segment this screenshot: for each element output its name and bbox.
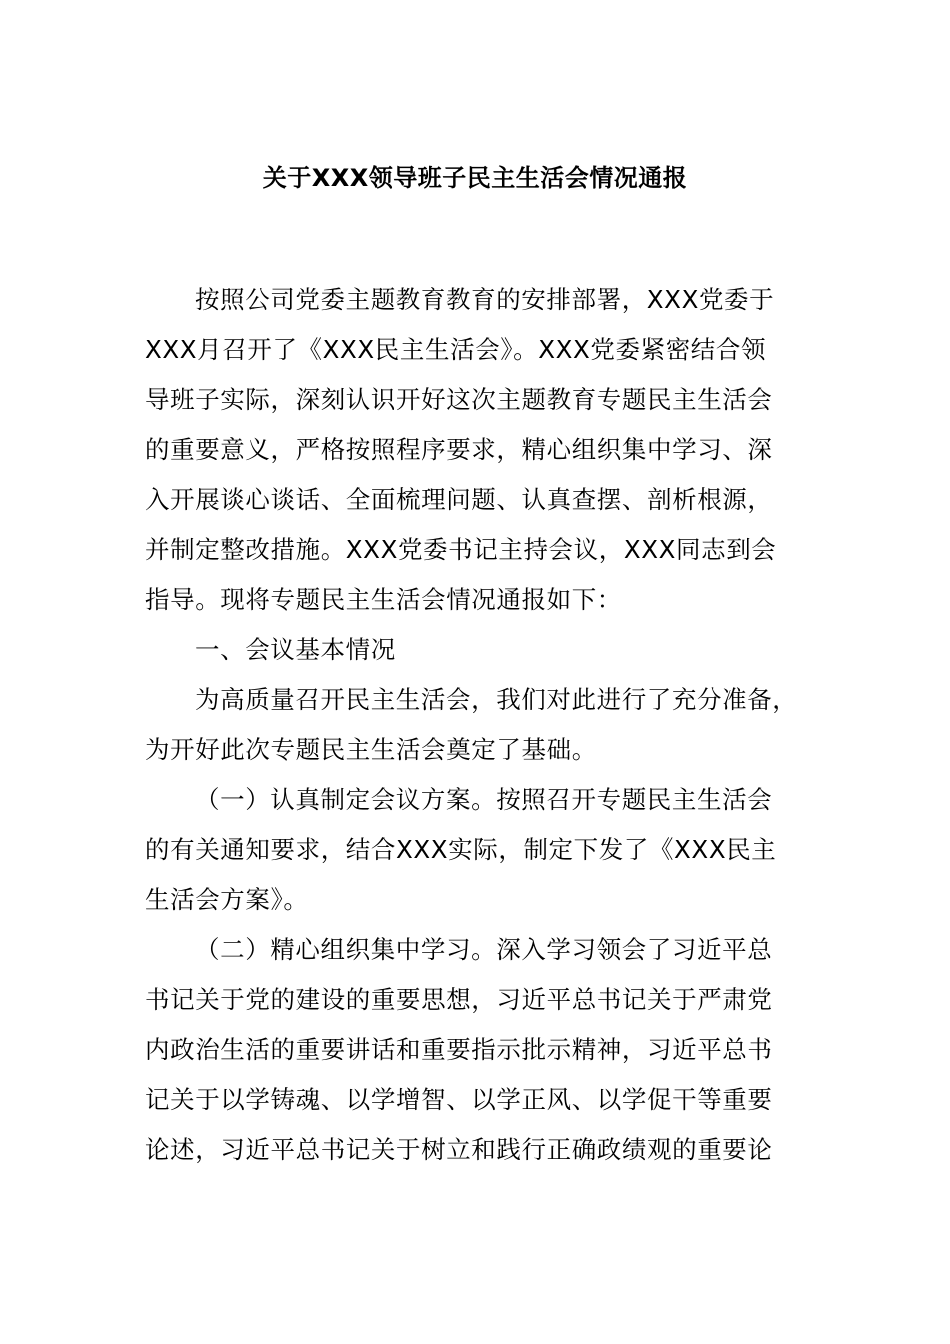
body-line: 按照公司党委主题教育教育的安排部署，XXX党委于 (195, 285, 775, 314)
body-line: 导班子实际，深刻认识开好这次主题教育专题民主生活会 (145, 385, 773, 414)
body-line: 入开展谈心谈话、全面梳理问题、认真查摆、剖析根源， (145, 485, 773, 514)
body-line: 并制定整改措施。XXX党委书记主持会议，XXX同志到会 (145, 535, 777, 564)
body-line: 的重要意义，严格按照程序要求，精心组织集中学习、深 (145, 435, 773, 464)
body-line: （二）精心组织集中学习。深入学习领会了习近平总 (195, 935, 773, 964)
body-line: 生活会方案》。 (145, 885, 309, 914)
body-line: XXX月召开了《XXX民主生活会》。XXX党委紧密结合领 (145, 335, 767, 364)
body-line: 记关于以学铸魂、以学增智、以学正风、以学促干等重要 (145, 1085, 773, 1114)
body-line: 为高质量召开民主生活会，我们对此进行了充分准备， (195, 685, 798, 714)
document-title: 关于XXX领导班子民主生活会情况通报 (262, 164, 688, 192)
body-line: 指导。现将专题民主生活会情况通报如下： (145, 585, 622, 614)
body-line: 的有关通知要求，结合XXX实际，制定下发了《XXX民主 (145, 835, 777, 864)
body-line: 书记关于党的建设的重要思想，习近平总书记关于严肃党 (145, 985, 773, 1014)
body-line: 内政治生活的重要讲话和重要指示批示精神，习近平总书 (145, 1035, 773, 1064)
body-line: （一）认真制定会议方案。按照召开专题民主生活会 (195, 785, 773, 814)
body-line: 为开好此次专题民主生活会奠定了基础。 (145, 735, 597, 764)
body-line: 一、会议基本情况 (195, 635, 396, 664)
body-line: 论述，习近平总书记关于树立和践行正确政绩观的重要论 (145, 1135, 773, 1164)
